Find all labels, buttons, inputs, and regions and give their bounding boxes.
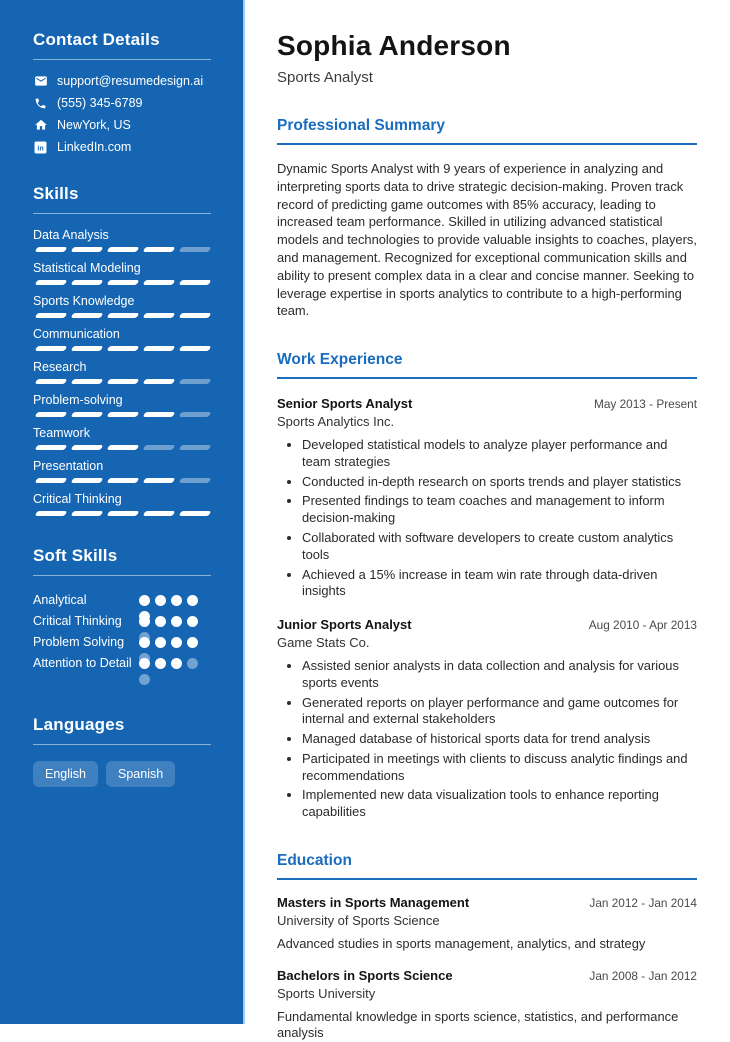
job-title: Senior Sports Analyst bbox=[277, 396, 413, 412]
skill-segment bbox=[71, 280, 104, 285]
experience-section bbox=[277, 351, 697, 821]
skill-segment bbox=[107, 313, 140, 318]
skill-segment bbox=[179, 313, 212, 318]
skill-segment bbox=[143, 280, 176, 285]
skill-segment bbox=[143, 478, 176, 483]
degree-title: Masters in Sports Management bbox=[277, 894, 470, 910]
rating-dot bbox=[155, 595, 166, 606]
skill-segment bbox=[35, 478, 68, 483]
skill-segment bbox=[143, 247, 176, 252]
skill-segment bbox=[179, 511, 212, 516]
contact-text: support@resumedesign.ai bbox=[57, 74, 204, 88]
skill-item bbox=[33, 228, 211, 252]
job-header bbox=[277, 396, 697, 411]
phone-icon bbox=[33, 96, 48, 110]
skills-section-title: Skills bbox=[33, 184, 211, 214]
experience-section-title: Work Experience bbox=[277, 351, 697, 379]
rating-dot bbox=[187, 616, 198, 627]
skill-level-bar bbox=[33, 511, 211, 516]
skill-segment bbox=[35, 313, 68, 318]
job-entry bbox=[277, 396, 697, 600]
skills-list bbox=[33, 228, 211, 516]
education-list bbox=[277, 895, 697, 1042]
education-section bbox=[277, 852, 697, 1042]
job-dates: Aug 2010 - Apr 2013 bbox=[588, 618, 697, 633]
soft-skills-list bbox=[33, 590, 211, 685]
education-dates: Jan 2012 - Jan 2014 bbox=[589, 895, 697, 910]
skill-level-bar bbox=[33, 379, 211, 384]
skill-item bbox=[33, 360, 211, 384]
skill-segment bbox=[71, 445, 104, 450]
skill-segment bbox=[107, 511, 140, 516]
sidebar bbox=[0, 0, 245, 1024]
languages-list bbox=[33, 761, 211, 787]
summary-text: Dynamic Sports Analyst with 9 years of experience in analyzing and interpreting sports data to drive strategic decision-making. Proven track record of predicting game outcomes with 85% accuracy, leading to increased team performance. Skilled in utilizing advanced statistical models and technologies to provide valuable insights to coaches, players, and management. Recognized for exceptional communication skills and ability to present complex data in a clear and concise manner. Seeking to leverage expertise in sports analytics to contribute to a high-performing team. bbox=[277, 161, 697, 319]
skill-segment bbox=[143, 445, 176, 450]
skill-item bbox=[33, 294, 211, 318]
person-name: Sophia Anderson bbox=[277, 30, 511, 61]
skill-name: Critical Thinking bbox=[33, 492, 122, 506]
soft-skill-dots bbox=[139, 611, 211, 632]
skill-segment bbox=[179, 412, 212, 417]
job-bullet: • Developed statistical models to analyze player performance and team strategies bbox=[302, 437, 697, 471]
skill-level-bar bbox=[33, 313, 211, 318]
skill-item bbox=[33, 459, 211, 483]
job-bullet: • Assisted senior analysts in data collection and analysis for various sports events bbox=[302, 658, 697, 692]
education-entry bbox=[277, 968, 697, 1042]
skill-level-bar bbox=[33, 247, 211, 252]
skill-segment bbox=[71, 313, 104, 318]
soft-skill-item bbox=[33, 632, 211, 653]
education-section-title: Education bbox=[277, 852, 697, 880]
skill-segment bbox=[143, 412, 176, 417]
rating-dot bbox=[139, 616, 150, 627]
job-entry bbox=[277, 617, 697, 821]
soft-skill-name: Attention to Detail bbox=[33, 656, 132, 670]
contact-text: (555) 345-6789 bbox=[57, 96, 143, 110]
skill-segment bbox=[71, 379, 104, 384]
school-name: University of Sports Science bbox=[277, 912, 440, 928]
rating-dot bbox=[171, 658, 182, 669]
languages-section bbox=[33, 715, 211, 787]
contact-text: LinkedIn.com bbox=[57, 140, 132, 154]
job-title: Junior Sports Analyst bbox=[277, 617, 412, 633]
skill-segment bbox=[35, 280, 68, 285]
skill-item bbox=[33, 492, 211, 516]
education-header bbox=[277, 968, 697, 983]
job-dates: May 2013 - Present bbox=[594, 397, 697, 412]
contact-item bbox=[33, 74, 211, 88]
education-header bbox=[277, 895, 697, 910]
skill-segment bbox=[71, 412, 104, 417]
rating-dot bbox=[139, 658, 150, 669]
skill-segment bbox=[35, 511, 68, 516]
soft-skill-name: Critical Thinking bbox=[33, 614, 122, 628]
summary-section-title: Professional Summary bbox=[277, 117, 697, 145]
skill-segment bbox=[179, 445, 212, 450]
skill-segment bbox=[107, 379, 140, 384]
home-icon bbox=[33, 118, 48, 132]
skill-segment bbox=[35, 412, 68, 417]
skill-segment bbox=[35, 346, 68, 351]
soft-skill-name: Analytical bbox=[33, 593, 87, 607]
job-bullet: • Presented findings to team coaches and management to inform decision-making bbox=[302, 493, 697, 527]
education-dates: Jan 2008 - Jan 2012 bbox=[589, 968, 697, 983]
soft-skill-dots bbox=[139, 653, 211, 685]
contact-item bbox=[33, 140, 211, 154]
skill-segment bbox=[35, 445, 68, 450]
contact-section bbox=[33, 30, 211, 154]
job-bullets bbox=[277, 658, 697, 821]
skill-segment bbox=[35, 379, 68, 384]
skill-segment bbox=[179, 346, 212, 351]
skill-segment bbox=[35, 247, 68, 252]
languages-section-title: Languages bbox=[33, 715, 211, 745]
rating-dot bbox=[155, 637, 166, 648]
soft-skill-item bbox=[33, 653, 211, 685]
skill-level-bar bbox=[33, 478, 211, 483]
job-bullet: • Managed database of historical sports data for trend analysis bbox=[302, 731, 697, 748]
skill-name: Research bbox=[33, 360, 87, 374]
rating-dot bbox=[139, 637, 150, 648]
skill-segment bbox=[107, 478, 140, 483]
job-header bbox=[277, 617, 697, 632]
skill-name: Presentation bbox=[33, 459, 104, 473]
rating-dot bbox=[155, 658, 166, 669]
school-name: Sports University bbox=[277, 985, 376, 1001]
skill-segment bbox=[107, 346, 140, 351]
skill-item bbox=[33, 393, 211, 417]
job-bullet: • Achieved a 15% increase in team win rate through data-driven insights bbox=[302, 567, 697, 601]
skill-level-bar bbox=[33, 280, 211, 285]
contact-list bbox=[33, 74, 211, 154]
skill-item bbox=[33, 261, 211, 285]
education-description: Advanced studies in sports management, analytics, and strategy bbox=[277, 935, 646, 951]
person-role: Sports Analyst bbox=[277, 69, 373, 86]
job-company: Sports Analytics Inc. bbox=[277, 414, 395, 430]
skill-segment bbox=[107, 247, 140, 252]
rating-dot bbox=[187, 658, 198, 669]
skill-segment bbox=[143, 511, 176, 516]
skill-segment bbox=[179, 280, 212, 285]
contact-section-title: Contact Details bbox=[33, 30, 211, 60]
skill-segment bbox=[107, 445, 140, 450]
skill-segment bbox=[71, 511, 104, 516]
skill-item bbox=[33, 426, 211, 450]
soft-skill-name: Problem Solving bbox=[33, 635, 125, 649]
rating-dot bbox=[171, 616, 182, 627]
soft-skill-dots bbox=[139, 632, 211, 653]
contact-item bbox=[33, 96, 211, 110]
skill-name: Statistical Modeling bbox=[33, 261, 141, 275]
education-description: Fundamental knowledge in sports science, statistics, and performance analysis bbox=[277, 1008, 679, 1041]
job-bullets bbox=[277, 437, 697, 600]
skill-segment bbox=[107, 280, 140, 285]
svg-text:in: in bbox=[37, 144, 44, 152]
skill-segment bbox=[71, 478, 104, 483]
skill-name: Teamwork bbox=[33, 426, 90, 440]
soft-skill-dots bbox=[139, 590, 211, 611]
skill-segment bbox=[71, 247, 104, 252]
rating-dot bbox=[155, 616, 166, 627]
skill-segment bbox=[179, 247, 212, 252]
job-bullet: • Participated in meetings with clients to discuss analytic findings and recommendations bbox=[302, 751, 697, 785]
degree-title: Bachelors in Sports Science bbox=[277, 967, 453, 983]
rating-dot bbox=[139, 674, 150, 685]
rating-dot bbox=[187, 637, 198, 648]
job-bullet: • Generated reports on player performance and game outcomes for internal and external stakeholders bbox=[302, 695, 697, 729]
contact-item bbox=[33, 118, 211, 132]
jobs-list bbox=[277, 396, 697, 821]
rating-dot bbox=[171, 595, 182, 606]
soft-skills-section-title: Soft Skills bbox=[33, 546, 211, 576]
skill-item bbox=[33, 327, 211, 351]
skill-name: Communication bbox=[33, 327, 120, 341]
job-bullet: • Implemented new data visualization tools to enhance reporting capabilities bbox=[302, 787, 697, 821]
contact-text: NewYork, US bbox=[57, 118, 131, 132]
soft-skill-item bbox=[33, 611, 211, 632]
education-entry bbox=[277, 895, 697, 953]
skill-level-bar bbox=[33, 412, 211, 417]
rating-dot bbox=[139, 595, 150, 606]
skill-segment bbox=[143, 379, 176, 384]
job-company: Game Stats Co. bbox=[277, 635, 370, 651]
soft-skill-item bbox=[33, 590, 211, 611]
skills-section bbox=[33, 184, 211, 516]
skill-segment bbox=[143, 346, 176, 351]
skill-segment bbox=[143, 313, 176, 318]
job-bullet: • Conducted in-depth research on sports trends and player statistics bbox=[302, 474, 697, 491]
skill-segment bbox=[71, 346, 104, 351]
skill-level-bar bbox=[33, 445, 211, 450]
skill-segment bbox=[179, 379, 212, 384]
soft-skills-section bbox=[33, 546, 211, 685]
skill-level-bar bbox=[33, 346, 211, 351]
skill-name: Data Analysis bbox=[33, 228, 109, 242]
skill-segment bbox=[107, 412, 140, 417]
rating-dot bbox=[187, 595, 198, 606]
rating-dot bbox=[171, 637, 182, 648]
skill-segment bbox=[179, 478, 212, 483]
mail-icon bbox=[33, 74, 48, 88]
summary-section bbox=[277, 117, 697, 320]
skill-name: Sports Knowledge bbox=[33, 294, 135, 308]
resume-main bbox=[245, 0, 730, 1041]
skill-name: Problem-solving bbox=[33, 393, 123, 407]
job-bullet: • Collaborated with software developers to create custom analytics tools bbox=[302, 530, 697, 564]
language-badge: English bbox=[33, 761, 98, 787]
language-badge: Spanish bbox=[106, 761, 175, 787]
linkedin-icon bbox=[33, 140, 48, 154]
